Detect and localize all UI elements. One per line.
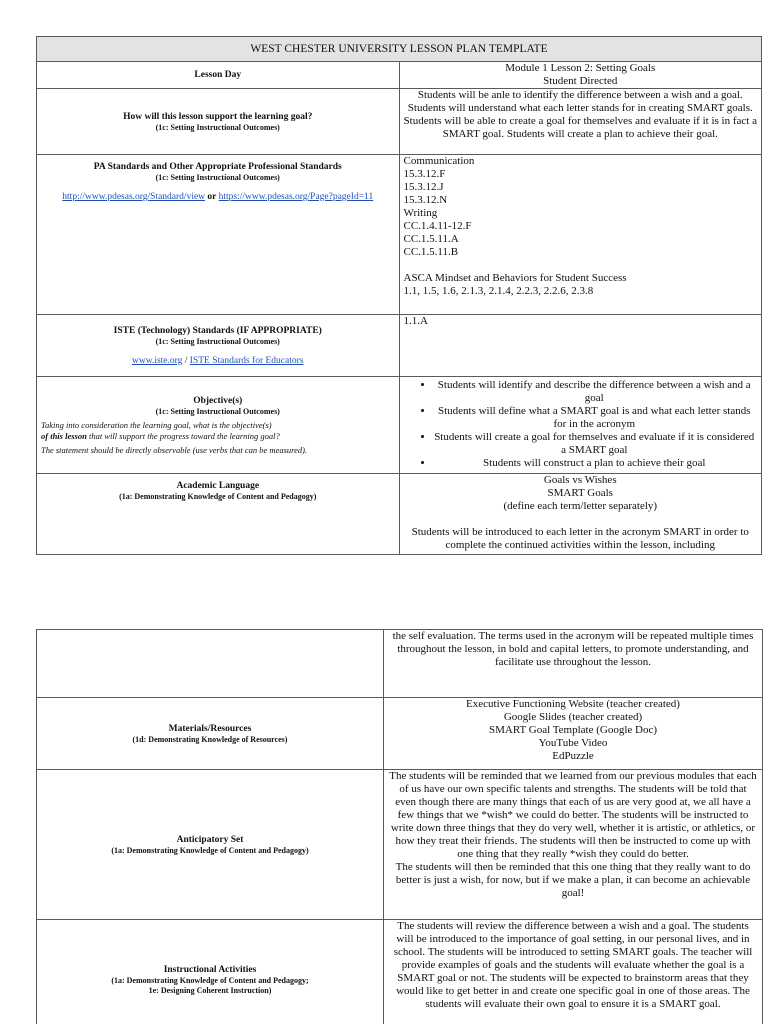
instructional-sub1: (1a: Demonstrating Knowledge of Content and Pedagogy; — [111, 975, 309, 985]
objectives-instruction-c: that will support the progress toward the learning goal? — [86, 430, 280, 441]
objective-item: • Students will create a goal for themselves and evaluate if it is considered a SMART goal — [434, 431, 756, 457]
objectives-label-cell — [37, 377, 400, 474]
academic-language-continued-cell — [384, 630, 763, 698]
material-item: Google Slides (teacher created) — [503, 711, 643, 723]
lesson-day-label: Lesson Day — [194, 70, 242, 80]
iste-link-separator: / — [182, 355, 190, 366]
pa-standards-label-cell — [37, 155, 400, 315]
materials-label-cell — [37, 698, 384, 770]
pa-standard-line: CC.1.4.11-12.F — [403, 220, 472, 232]
academic-language-label-cell — [37, 474, 400, 555]
material-item: SMART Goal Template (Google Doc) — [488, 724, 658, 736]
material-item: YouTube Video — [538, 737, 608, 749]
objectives-list — [400, 379, 762, 470]
iste-label: ISTE (Technology) Standards (IF APPROPRIATE) — [113, 325, 322, 336]
pa-standard-line: CC.1.5.11.B — [403, 246, 459, 258]
objectives-label: Objective(s) — [193, 395, 243, 406]
learning-goal-text: Students will be anle to identify the difference between a wish and a goal. Students will understand what each letter stands for in creating SMART goals. Students will be able to create a goal for themselves and evaluate if it is in fact a SMART goal. Students will create a plan to achieve their goal. — [403, 89, 757, 140]
pa-standard-line: 15.3.12.J — [403, 181, 444, 193]
objectives-list-cell — [399, 377, 762, 474]
asca-values: 1.1, 1.5, 1.6, 2.1.3, 2.1.4, 2.2.3, 2.2.6, 2.3.8 — [403, 285, 594, 297]
pa-standard-line: Communication — [403, 155, 475, 167]
learning-goal-label: How will this lesson support the learning goal? — [123, 111, 313, 122]
objectives-instruction-a: Taking into consideration the learning goal, what is the objective(s) — [41, 419, 272, 430]
objective-item: • Students will construct a plan to achieve their goal — [434, 457, 756, 470]
pdesas-standard-link[interactable]: http://www.pdesas.org/Standard/view — [62, 192, 206, 202]
iste-sub: (1c: Setting Instructional Outcomes) — [155, 336, 280, 346]
instructional-label-cell — [37, 920, 384, 1024]
lesson-day-line1: Module 1 Lesson 2: Setting Goals — [505, 62, 656, 74]
anticipatory-set-label: Anticipatory Set — [176, 834, 244, 845]
lesson-day-line2: Student Directed — [543, 75, 618, 87]
anticipatory-set-label-cell — [37, 770, 384, 920]
instructional-label: Instructional Activities — [163, 964, 257, 975]
anticipatory-set-text1: The students will be reminded that we learned from our previous modules that each of us have our own specific talents and strengths. The students will be told that even though there are many things that each of us are very good at, we all have a few things that we *wish* we could do better. The students will be instructed to write down three things that they do very well, whether it is artistic, or athletics, or how they treat their friends. The students will then be instructed to come up with one thing that they really *wish they could do better. — [389, 770, 757, 860]
pa-standards-values-cell — [399, 155, 762, 315]
academic-language-line1: Goals vs Wishes — [543, 474, 617, 486]
lesson-day-label-cell — [37, 62, 400, 89]
academic-language-sub: (1a: Demonstrating Knowledge of Content and Pedagogy) — [119, 492, 317, 501]
academic-language-paragraph: Students will be introduced to each letter in the acronym SMART in order to complete the continued activities within the lesson, including — [411, 526, 749, 551]
learning-goal-sub: (1c: Setting Instructional Outcomes) — [155, 122, 280, 132]
materials-sub: (1d: Demonstrating Knowledge of Resources) — [132, 734, 288, 744]
lesson-plan-table-continued — [36, 629, 763, 1024]
academic-language-continued-label-cell — [37, 630, 384, 698]
learning-goal-text-cell — [399, 89, 762, 155]
material-item: EdPuzzle — [552, 750, 594, 762]
or-text: or — [205, 192, 219, 202]
instructional-cell — [384, 920, 763, 1024]
iste-label-cell — [37, 315, 400, 377]
objectives-sub: (1c: Setting Instructional Outcomes) — [155, 406, 280, 416]
iste-standards-link[interactable]: ISTE Standards for Educators — [189, 355, 304, 366]
academic-language-cell — [399, 474, 762, 555]
academic-language-line2: SMART Goals — [547, 487, 613, 499]
document-page-2 — [0, 600, 768, 1024]
academic-language-label: Academic Language — [176, 481, 260, 491]
lesson-day-value-cell — [399, 62, 762, 89]
pa-standard-line: 15.3.12.N — [403, 194, 448, 206]
pa-standards-sub: (1c: Setting Instructional Outcomes) — [155, 173, 280, 182]
academic-language-continued: the self evaluation. The terms used in the acronym will be repeated multiple times throughout the lesson, in bold and capital letters, to promote understanding, and facilitate use throughout the lesson. — [392, 630, 754, 668]
academic-language-line3: (define each term/letter separately) — [503, 500, 658, 512]
asca-title: ASCA Mindset and Behaviors for Student Success — [403, 272, 627, 284]
pa-standard-line: 15.3.12.F — [403, 168, 446, 180]
pa-standards-links — [37, 191, 399, 203]
table-title: WEST CHESTER UNIVERSITY LESSON PLAN TEMPLATE — [37, 37, 762, 62]
iste-org-link[interactable]: www.iste.org — [131, 355, 183, 366]
pa-standard-line: CC.1.5.11.A — [403, 233, 459, 245]
objectives-observable-note: The statement should be directly observable (use verbs that can be measured). — [41, 444, 308, 455]
instructional-sub2: 1e: Designing Coherent Instruction) — [148, 985, 272, 995]
iste-links — [37, 355, 399, 367]
objective-item: • Students will identify and describe the difference between a wish and a goal — [434, 379, 756, 405]
objective-item: • Students will define what a SMART goal is and what each letter stands for in the acronym — [434, 405, 756, 431]
objectives-instructions — [37, 420, 399, 442]
anticipatory-set-sub: (1a: Demonstrating Knowledge of Content and Pedagogy) — [111, 845, 309, 855]
pdesas-page-link[interactable]: https://www.pdesas.org/Page?pageId=11 — [218, 192, 374, 202]
objectives-instruction-bold: of this lesson — [41, 430, 87, 441]
iste-value-cell — [399, 315, 762, 377]
instructional-text: The students will review the difference between a wish and a goal. The students will be introduced to the importance of goal setting, in our personal lives, and in school. The students will be introduced to setting SMART goals. The teacher will provide examples of goals and the students will evaluate whether the goal is a SMART goal or not. The students will be expected to brainstorm areas that they would like to get better in and create one specific goal in one of those areas. The students will evaluate their own goal to ensure it is a SMART goal. — [393, 920, 753, 1010]
materials-label: Materials/Resources — [168, 723, 252, 734]
iste-value: 1.1.A — [403, 315, 428, 327]
anticipatory-set-cell — [384, 770, 763, 920]
learning-goal-label-cell — [37, 89, 400, 155]
lesson-plan-table — [36, 36, 762, 555]
anticipatory-set-text2: The students will then be reminded that this one thing that they really want to do better is just a wish, for now, but if we make a plan, it can become an achievable goal! — [395, 861, 751, 899]
material-item: Executive Functioning Website (teacher created) — [466, 698, 680, 710]
pa-standard-line: Writing — [403, 207, 438, 219]
materials-list-cell — [384, 698, 763, 770]
pa-standards-label: PA Standards and Other Appropriate Professional Standards — [93, 162, 342, 172]
